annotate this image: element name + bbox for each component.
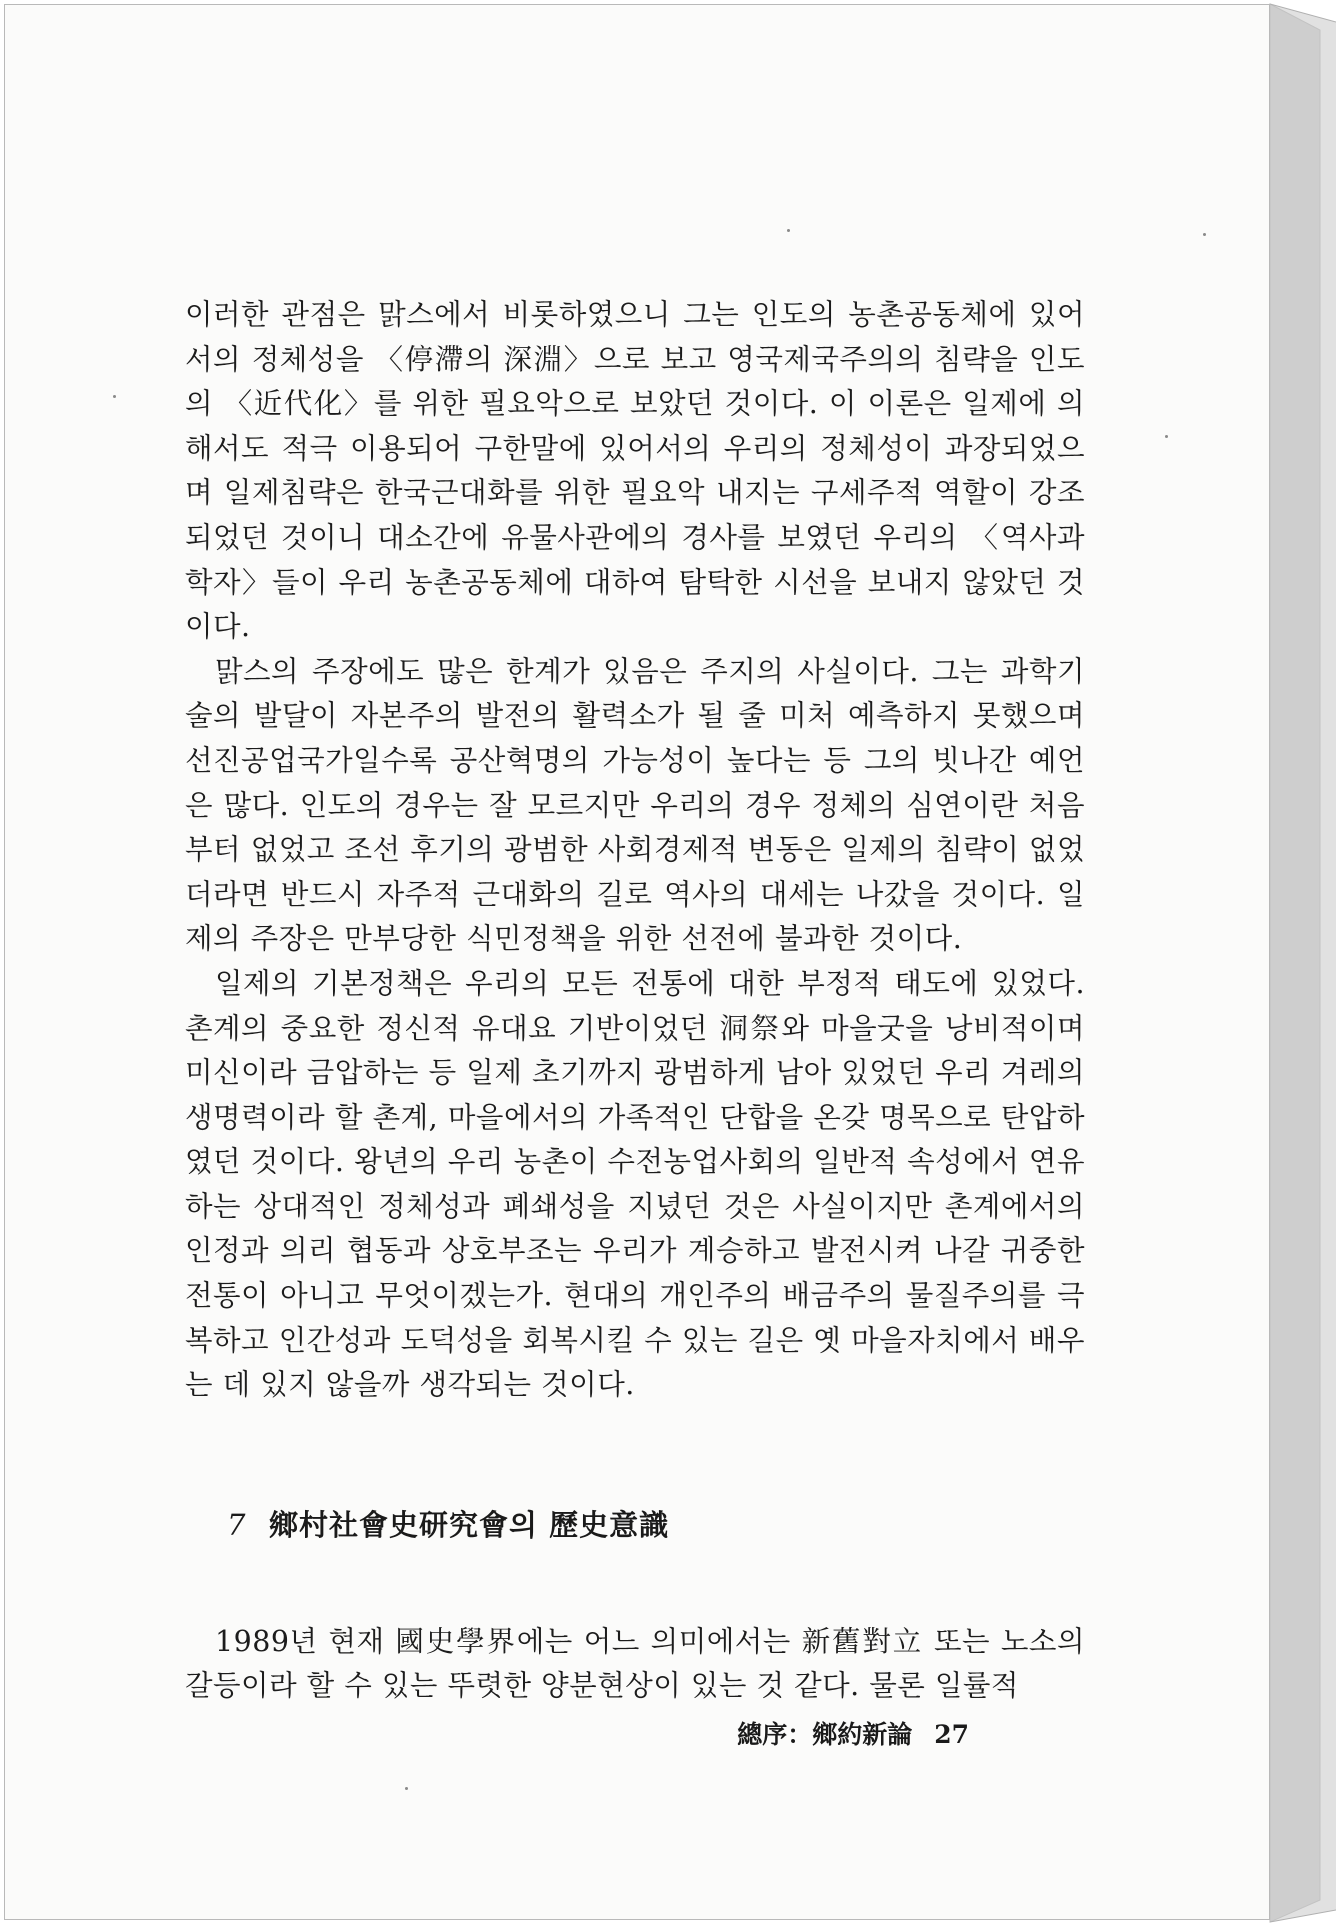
section-number: 7 xyxy=(227,1508,247,1542)
page-sheet xyxy=(4,4,1270,1920)
running-title: 總序：鄉約新論 xyxy=(737,1720,913,1749)
page-number: 27 xyxy=(934,1720,969,1749)
body-text xyxy=(185,293,1085,1408)
paper-speck xyxy=(1203,233,1206,236)
paragraph: 이러한 관점은 맑스에서 비롯하였으니 그는 인도의 농촌공동체에 있어서의 정체성을 〈停滯의 深淵〉으로 보고 영국제국주의의 침략을 인도의 〈近代化〉를 위한 필요악으로 보았던 것이다. 이 이론은 일제에 의해서도 적극 이용되어 구한말에 있어서의 우리의 정체성이 과장되었으며 일제침략은 한국근대화를 위한 필요악 내지는 구세주적 역할이 강조되었던 것이니 대소간에 유물사관에의 경사를 보였던 우리의 〈역사과학자〉들이 우리 농촌공동체에 대하여 탐탁한 시선을 보내지 않았던 것이다. xyxy=(185,298,1085,644)
paper-speck xyxy=(1165,435,1168,438)
section-paragraph: 1989년 현재 國史學界에는 어느 의미에서는 新舊對立 또는 노소의 갈등이라 할 수 있는 뚜렷한 양분현상이 있는 것 같다. 물론 일률적 xyxy=(185,1624,1085,1703)
section-title: 鄉村社會史研究會의 歷史意識 xyxy=(269,1508,670,1542)
paragraph: 맑스의 주장에도 많은 한계가 있음은 주지의 사실이다. 그는 과학기술의 발달이 자본주의 발전의 활력소가 될 줄 미처 예측하지 못했으며 선진공업국가일수록 공산혁명의 가능성이 높다는 등 그의 빗나간 예언은 많다. 인도의 경우는 잘 모르지만 우리의 경우 정체의 심연이란 처음부터 없었고 조선 후기의 광범한 사회경제적 변동은 일제의 침략이 없었더라면 반드시 자주적 근대화의 길로 역사의 대세는 나갔을 것이다. 일제의 주장은 만부당한 식민정책을 위한 선전에 불과한 것이다. xyxy=(185,654,1085,956)
section-heading xyxy=(227,1503,669,1544)
paper-speck xyxy=(113,395,116,398)
paper-speck xyxy=(787,229,790,232)
paper-speck xyxy=(405,1787,408,1790)
paragraph: 일제의 기본정책은 우리의 모든 전통에 대한 부정적 태도에 있었다. 촌계의 중요한 정신적 유대요 기반이었던 洞祭와 마을굿을 낭비적이며 미신이라 금압하는 등 일제 초기까지 광범하게 남아 있었던 우리 겨레의 생명력이라 할 촌계, 마을에서의 가족적인 단합을 온갖 명목으로 탄압하였던 것이다. 왕년의 우리 농촌이 수전농업사회의 일반적 속성에서 연유하는 상대적인 정체성과 폐쇄성을 지녔던 것은 사실이지만 촌계에서의 인정과 의리 협동과 상호부조는 우리가 계승하고 발전시켜 나갈 귀중한 전통이 아니고 무엇이겠는가. 현대의 개인주의 배금주의 물질주의를 극복하고 인간성과 도덕성을 회복시킬 수 있는 길은 옛 마을자치에서 배우는 데 있지 않을까 생각되는 것이다. xyxy=(185,966,1085,1402)
page-footer xyxy=(737,1715,969,1751)
